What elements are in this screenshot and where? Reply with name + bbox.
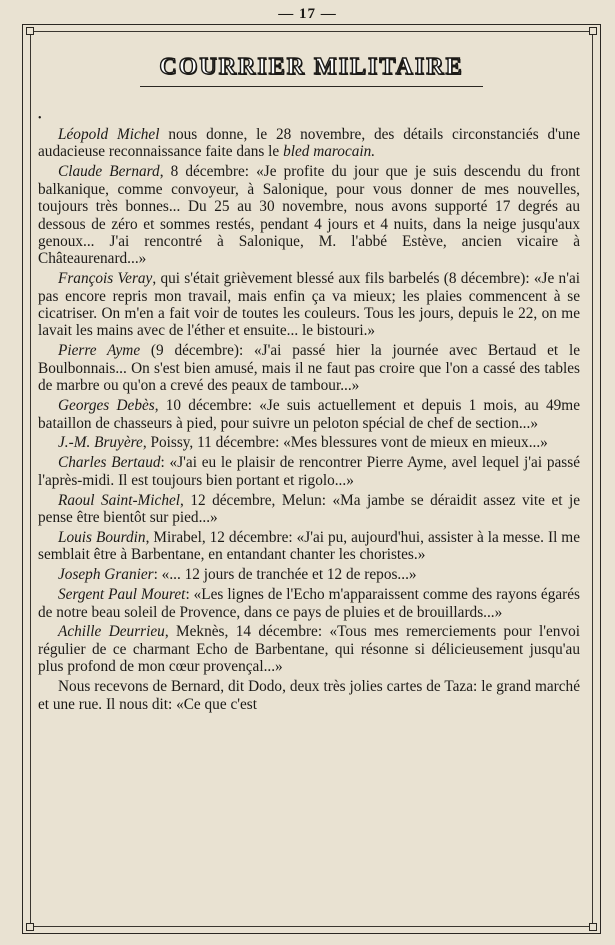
letter-entry [38,454,580,489]
sender-name: Georges Debès [58,397,155,415]
letter-text: : «Les lignes de l'Echo m'apparaissent comme des rayons égarés de notre beau soleil de Provence, dans ce pays de pluies et de brouillards...» [38,586,580,621]
letter-entry [38,566,580,583]
corner-ornament [589,27,597,35]
letter-entry [38,678,580,713]
sender-name: François Veray [58,270,153,288]
letter-entry [38,270,580,340]
sender-name: Achille Deurrieu [58,623,165,641]
letter-entry [38,586,580,621]
letter-text: : «... 12 jours de tranchée et 12 de repos...» [153,566,417,584]
sender-name: Claude Bernard [58,163,160,181]
letter-text-italic: bled marocain. [283,143,376,161]
dot-mark: • [38,113,42,124]
section-title: COURRIER MILITAIRE [159,54,464,80]
corner-ornament [26,923,34,931]
letter-text: , 8 décembre: «Je profite du jour que je suis descendu du front balkanique, comme convoyeur, à Salonique, pour vous donner de mes nouvelles, toujours très bonnes... Du 25 au 30 novembre, nous avons supporté 17 degrés au dessous de zéro et sommes restés, pendant 4 jours et 4 nuits, dans la neige jusqu'aux genoux... J'ai rencontré à Salonique, M. l'abbé Estève, ancien vicaire à Châteaurenard...» [38,163,580,268]
letter-text: (9 décembre): «J'ai passé hier la journée avec Bertaud et le Boulbonnais... On s'est bien amusé, mais il ne faut pas croire que l'on a cassé des tables de marbre ou qu'on a crevé des peaux de tambour...» [38,342,580,395]
letter-text: Nous recevons de Bernard, dit Dodo, deux très jolies cartes de Taza: le grand marché et une rue. Il nous dit: «Ce que c'est [38,678,580,713]
sender-name: Sergent Paul Mouret [58,586,186,604]
letter-entry [38,492,580,527]
sender-name: Raoul Saint-Michel [58,491,181,509]
sender-name: Pierre Ayme [58,342,141,360]
letter-text: , 10 décembre: «Je suis actuellement et depuis 1 mois, au 49me bataillon de chasseurs à pied, pour suivre un peloton spécial de chef de section...» [38,397,580,432]
letter-entry [38,397,580,432]
letter-entry [38,126,580,161]
letter-entry [38,434,580,451]
letter-text: , Mirabel, 12 décembre: «J'ai pu, aujourd'hui, assister à la messe. Il me semblait être à Barbentane, en entandant chanter les choristes.» [38,528,580,564]
sender-name: Charles Bertaud [58,454,161,472]
letter-text: , qui s'était grièvement blessé aux fils barbelés (8 décembre): «Je n'ai pas encore repris mon travail, mais enfin ça va mieux; les plaies commencent à se cicatriser. On m'en a fait voir de toutes les couleurs. Tous les jours, depuis le 22, on me lavait les mains avec de l'éther et ensuite... le bistouri.» [38,270,580,340]
letter-text: , 12 décembre, Melun: «Ma jambe se déraidit assez vite et je pense être bientôt sur pied...» [38,491,580,527]
sender-name: Louis Bourdin [58,528,146,546]
letter-entry [38,163,580,267]
letter-entry [38,529,580,564]
letter-text: nous donne, le 28 novembre, des détails circonstanciés d'une audacieuse reconnaissance faite dans le [38,126,580,161]
corner-ornament [26,27,34,35]
letter-text: , Poissy, 11 décembre: «Mes blessures vont de mieux en mieux...» [142,434,548,452]
sender-name: J.-M. Bruyère [58,434,143,452]
sender-name: Léopold Michel [58,126,160,143]
title-underline [140,86,483,87]
letter-text: , Meknès, 14 décembre: «Tous mes remerciements pour l'envoi régulier de ce charmant Echo de Barbentane, qui résonne si délicieusement jusqu'au plus profond de mon cœur provençal...» [38,623,580,676]
sender-name: Joseph Granier [58,566,154,584]
letter-entry [38,342,580,394]
letter-text: : «J'ai eu le plaisir de rencontrer Pierre Ayme, avel lequel j'ai passé l'après-midi. Il est toujours bien portant et rigolo...» [38,454,580,489]
corner-ornament [589,923,597,931]
letter-entry [38,623,580,675]
page-number: — 17 — [278,6,337,22]
article-body [38,126,580,716]
